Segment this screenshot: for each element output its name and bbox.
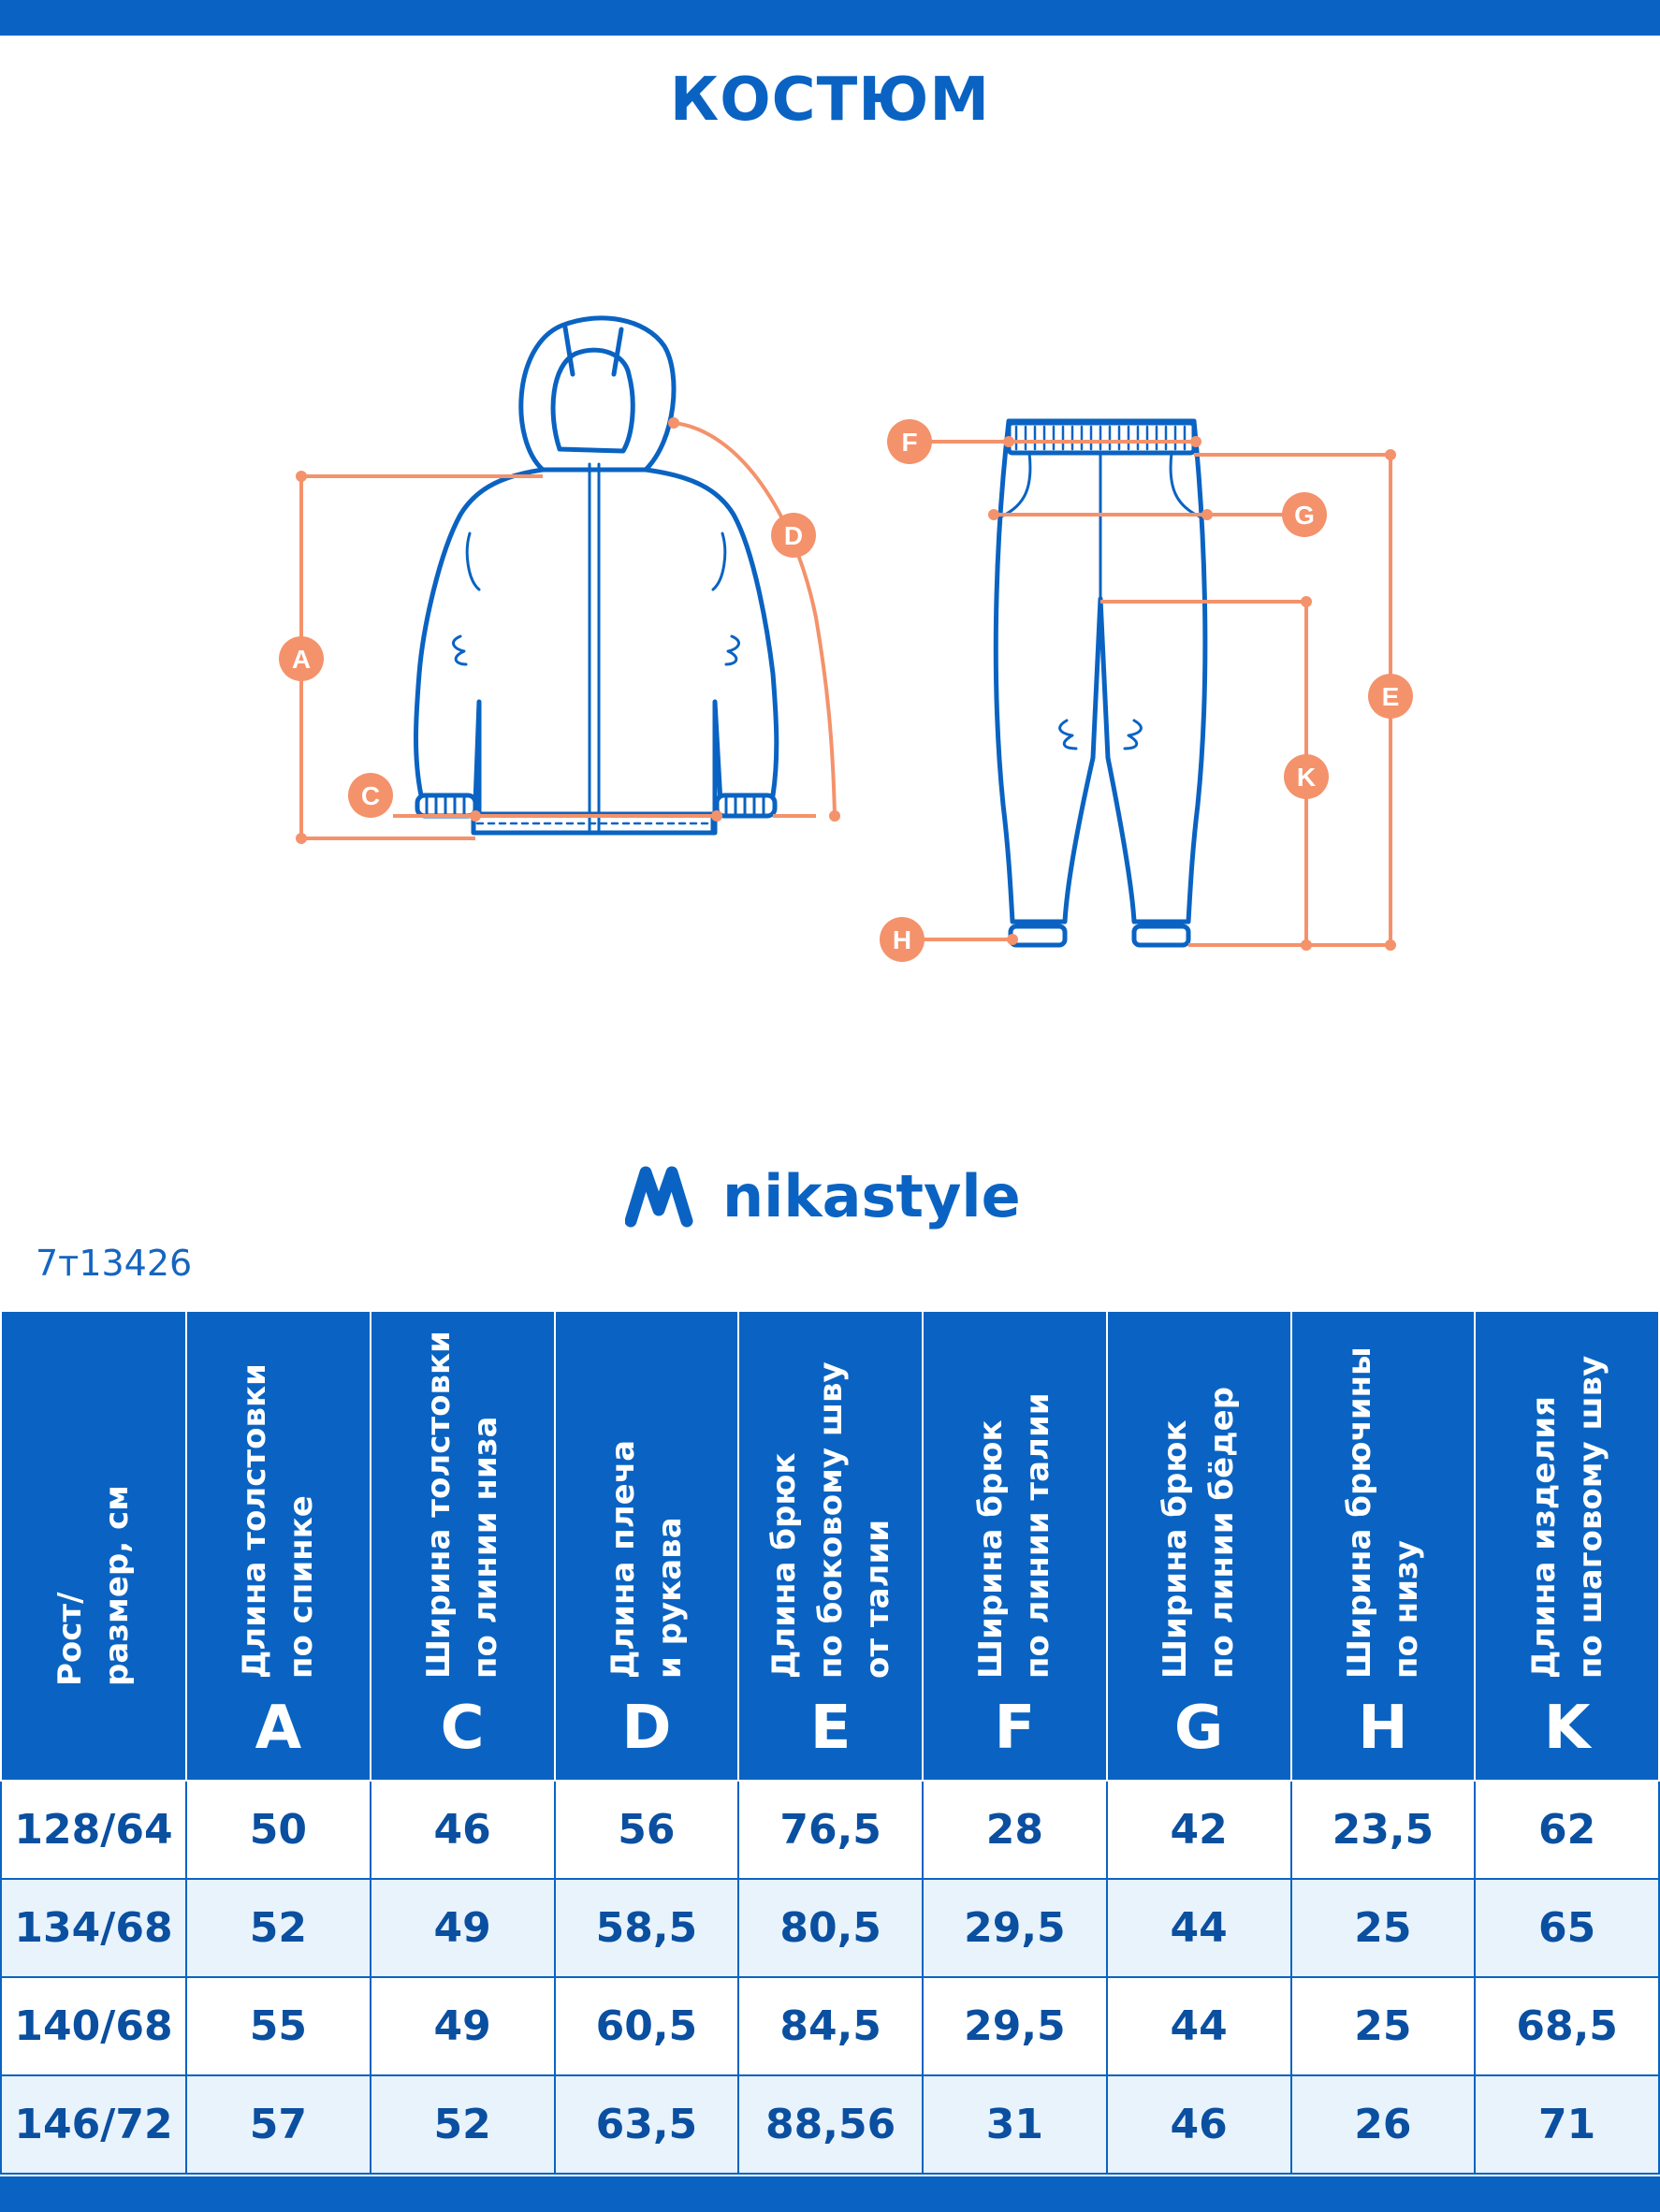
marker-h (880, 917, 925, 962)
table-row (1, 2075, 1659, 2174)
value-cell: 26 (1291, 2075, 1476, 2174)
value-cell: 57 (186, 2075, 371, 2174)
header-h: Ширина брючины по низу H (1291, 1311, 1476, 1781)
svg-text:G: G (1294, 501, 1315, 530)
top-bar (0, 0, 1660, 36)
marker-f (887, 419, 932, 464)
size-cell: 128/64 (1, 1781, 186, 1879)
page-title: КОСТЮМ (669, 65, 991, 135)
value-cell: 50 (186, 1781, 371, 1879)
value-cell: 31 (923, 2075, 1107, 2174)
value-cell: 25 (1291, 1977, 1476, 2075)
header-k: Длина изделия по шаговому шву K (1475, 1311, 1659, 1781)
value-cell: 49 (371, 1977, 555, 2075)
table-row (1, 1977, 1659, 2075)
marker-g (1282, 492, 1327, 537)
value-cell: 63,5 (555, 2075, 739, 2174)
measurement-diagram (0, 271, 1660, 982)
value-cell: 80,5 (738, 1879, 923, 1977)
value-cell: 68,5 (1475, 1977, 1659, 2075)
value-cell: 42 (1107, 1781, 1291, 1879)
value-cell: 28 (923, 1781, 1107, 1879)
nikastyle-logo-icon (625, 1163, 700, 1229)
table-row (1, 1781, 1659, 1879)
size-table (0, 1310, 1660, 2175)
size-cell: 134/68 (1, 1879, 186, 1977)
svg-text:F: F (901, 428, 918, 457)
header-g: Ширина брюк по линии бёдер G (1107, 1311, 1291, 1781)
value-cell: 55 (186, 1977, 371, 2075)
value-cell: 58,5 (555, 1879, 739, 1977)
brand-name: nikastyle (722, 1161, 1021, 1230)
svg-text:E: E (1381, 682, 1400, 711)
value-cell: 23,5 (1291, 1781, 1476, 1879)
size-cell: 140/68 (1, 1977, 186, 2075)
bottom-bar (0, 2176, 1660, 2212)
value-cell: 76,5 (738, 1781, 923, 1879)
header-a: Длина толстовки по спинке A (186, 1311, 371, 1781)
header-d: Длина плеча и рукава D (555, 1311, 739, 1781)
svg-text:K: K (1296, 763, 1317, 792)
jacket-drawing (416, 318, 777, 833)
value-cell: 56 (555, 1781, 739, 1879)
value-cell: 46 (371, 1781, 555, 1879)
header-c: Ширина толстовки по линии низа C (371, 1311, 555, 1781)
value-cell: 29,5 (923, 1879, 1107, 1977)
svg-text:C: C (360, 781, 381, 810)
value-cell: 29,5 (923, 1977, 1107, 2075)
value-cell: 62 (1475, 1781, 1659, 1879)
value-cell: 84,5 (738, 1977, 923, 2075)
value-cell: 71 (1475, 2075, 1659, 2174)
table-header-row (1, 1311, 1659, 1781)
value-cell: 46 (1107, 2075, 1291, 2174)
pants-drawing (996, 421, 1205, 945)
value-cell: 88,56 (738, 2075, 923, 2174)
article-number: 7т13426 (36, 1243, 193, 1284)
value-cell: 65 (1475, 1879, 1659, 1977)
svg-text:H: H (892, 925, 912, 954)
marker-d (771, 513, 816, 558)
value-cell: 60,5 (555, 1977, 739, 2075)
value-cell: 44 (1107, 1977, 1291, 2075)
value-cell: 44 (1107, 1879, 1291, 1977)
marker-e (1368, 674, 1413, 719)
header-e: Длина брюк по боковому шву от талии E (738, 1311, 923, 1781)
marker-c (348, 773, 393, 818)
brand-logo (625, 1158, 1021, 1233)
value-cell: 52 (186, 1879, 371, 1977)
svg-text:A: A (291, 645, 312, 674)
size-cell: 146/72 (1, 2075, 186, 2174)
marker-a (279, 636, 324, 681)
value-cell: 52 (371, 2075, 555, 2174)
value-cell: 25 (1291, 1879, 1476, 1977)
marker-k (1284, 754, 1329, 799)
table-row (1, 1879, 1659, 1977)
header-size: Рост/ размер, см (1, 1311, 186, 1781)
header-f: Ширина брюк по линии талии F (923, 1311, 1107, 1781)
value-cell: 49 (371, 1879, 555, 1977)
svg-text:D: D (783, 521, 804, 550)
